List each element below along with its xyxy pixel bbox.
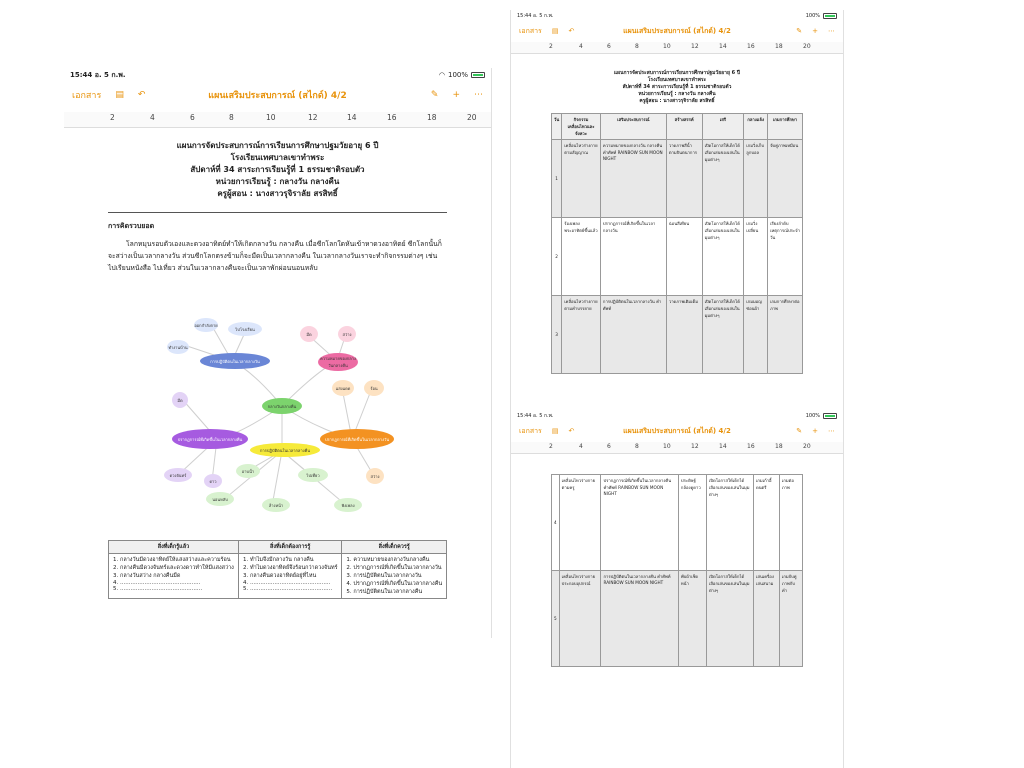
table-cell: เกมมอญซ่อนผ้า — [744, 296, 768, 374]
day-cell: 4 — [552, 475, 560, 571]
mind-map-center: กลางวันกลางคืน — [262, 398, 302, 414]
day-cell: 2 — [552, 218, 562, 296]
mind-map-leaf: ดวงจันทร์ — [164, 468, 192, 482]
ruler-tick: 6 — [190, 113, 195, 122]
list-item: 4. .............................................. — [250, 580, 338, 586]
ruler-tick: 20 — [467, 113, 477, 122]
table-cell — [109, 554, 239, 599]
day-cell: 1 — [552, 140, 562, 218]
toolbar — [64, 84, 491, 106]
ruler-tick: 6 — [607, 443, 611, 450]
ruler[interactable] — [511, 42, 843, 54]
section-title: การคิดรวบยอด — [108, 222, 155, 230]
status-bar — [511, 10, 843, 22]
battery-icon — [471, 72, 485, 78]
ruler[interactable] — [64, 112, 491, 128]
status-time: 15:44 — [517, 413, 532, 419]
table-cell: วาดภาพสีน้ำตามจินตนาการ — [666, 140, 702, 218]
sidebar-icon[interactable]: ▤ — [115, 90, 124, 100]
more-icon[interactable]: ⋯ — [828, 27, 835, 35]
day-cell: 5 — [552, 571, 560, 667]
list-item: 1. กลางวันมีดวงอาทิตย์ให้แสงสว่างและความร้อน — [120, 556, 235, 564]
ruler-tick: 14 — [347, 113, 357, 122]
mind-map-leaf: สว่าง — [338, 326, 356, 342]
document-page[interactable] — [551, 474, 803, 667]
battery-percent: 100% — [447, 71, 468, 79]
list-item: 5. ............................................... — [250, 586, 338, 592]
list-item: 3. กลางวันสว่าง กลางคืนมืด — [120, 572, 235, 580]
document-header — [108, 140, 447, 200]
ruler-tick: 8 — [229, 113, 234, 122]
mind-map-branch: ความหมายของกลางวันกลางคืน — [318, 353, 358, 371]
ruler-tick: 4 — [579, 443, 583, 450]
table-cell: ประดิษฐ์กล้องดูดาว — [678, 475, 706, 571]
add-icon[interactable]: + — [812, 27, 818, 35]
header-line: ครูผู้สอน : นางสาวรุจิราลัย สรสิทธิ์ — [217, 189, 338, 198]
undo-icon[interactable]: ↶ — [568, 427, 575, 435]
table-cell: ร้องเพลงพระอาทิตย์ขึ้นแล้ว — [562, 218, 601, 296]
toolbar — [511, 22, 843, 40]
document-title[interactable]: แผนเสริมประสบการณ์ (สไกด์) 4/2 — [623, 426, 731, 435]
divider — [108, 212, 447, 213]
table-cell: ปรากฏการณ์ที่เกิดขึ้นในเวลากลางคืน คำศัพท์ RAINBOW SUN MOON NIGHT — [601, 475, 678, 571]
table-header: เสรี — [702, 114, 744, 140]
status-time: 15:44 — [70, 70, 93, 79]
list-item: 3. กลางคืนดวงอาทิตย์อยู่ที่ไหน — [250, 572, 338, 580]
mind-map-branch: ปรากฏการณ์ที่เกิดขึ้นในเวลากลางวัน — [320, 429, 394, 449]
table-header: วัน — [552, 114, 562, 140]
status-date: อ. 5 ก.พ. — [94, 70, 126, 79]
document-page[interactable] — [551, 70, 803, 374]
day-cell: 3 — [552, 296, 562, 374]
document-window-right-bottom — [510, 410, 844, 768]
table-cell — [342, 554, 447, 599]
list-item: 3. การปฏิบัติตนในเวลากลางวัน — [353, 572, 443, 580]
table-cell: พับผ้าเช็ดหน้า — [678, 571, 706, 667]
list-item: 1. ความหมายของกลางวันกลางคืน — [353, 556, 443, 564]
header-line: ครูผู้สอน : นางสาวรุจิราลัย สรสิทธิ์ — [639, 98, 715, 104]
table-cell: เรียงลำดับเหตุการณ์ประจำวัน — [768, 218, 803, 296]
table-row — [552, 571, 803, 667]
add-icon[interactable]: + — [812, 427, 818, 435]
table-header: เสริมประสบการณ์ — [600, 114, 666, 140]
table-cell: วาดภาพเติมเต็ม — [666, 296, 702, 374]
list-item: 1. ทำไมจึงมีกลางวัน กลางคืน — [250, 556, 338, 564]
table-row — [552, 140, 803, 218]
ruler-tick: 12 — [691, 43, 699, 50]
format-brush-icon[interactable]: ✎ — [430, 90, 439, 100]
table-header: เกมการศึกษา — [768, 114, 803, 140]
undo-icon[interactable]: ↶ — [137, 90, 146, 100]
ruler-tick: 14 — [719, 443, 727, 450]
ruler-tick: 16 — [747, 43, 755, 50]
ruler-tick: 2 — [549, 43, 553, 50]
table-cell — [238, 554, 341, 599]
mind-map-leaf: มืด — [300, 326, 318, 342]
activity-plan-table — [551, 113, 803, 374]
mind-map-leaf: ดาว — [204, 474, 222, 488]
list-item: 2. ทำไมดวงอาทิตย์จึงร้อนกว่าดวงจันทร์ — [250, 564, 338, 572]
table-row — [552, 218, 803, 296]
undo-icon[interactable]: ↶ — [568, 27, 575, 35]
table-cell: การปฏิบัติตนในเวลากลางคืน คำศัพท์ RAINBOW SUN MOON NIGHT — [601, 571, 678, 667]
header-line: สัปดาห์ที่ 34 สาระการเรียนรู้ที่ 1 ธรรมชาติรอบตัว — [622, 84, 732, 90]
list-item: 2. ปรากฏการณ์ที่เกิดขึ้นในเวลากลางวัน — [353, 564, 443, 572]
table-cell: เคลื่อนไหวร่างกายตามคำบรรยาย — [562, 296, 601, 374]
battery-percent: 100% — [805, 13, 820, 19]
ruler-tick: 20 — [803, 43, 811, 50]
format-brush-icon[interactable]: ✎ — [796, 427, 803, 435]
ruler-tick: 6 — [607, 43, 611, 50]
status-date: อ. 5 ก.พ. — [533, 13, 554, 19]
list-item: 4. .............................................. — [120, 580, 235, 586]
list-item: 4. ปรากฏการณ์ที่เกิดขึ้นในเวลากลางคืน — [353, 580, 443, 588]
ruler-tick: 4 — [579, 43, 583, 50]
table-cell: เคลื่อนไหวร่างกายตามสัญญาณ — [562, 140, 601, 218]
document-page[interactable] — [108, 140, 447, 595]
battery-icon — [823, 413, 837, 419]
table-cell: จับคู่ภาพเหมือน — [768, 140, 803, 218]
table-cell: เปิดโอกาสให้เด็กได้เลือกเล่นของเล่นในมุมต่างๆ — [706, 475, 753, 571]
list-item: 5. การปฏิบัติตนในเวลากลางคืน — [353, 588, 443, 596]
mind-map-leaf: ทำงานบ้าน — [167, 340, 189, 354]
table-cell: ปรากฏการณ์ที่เกิดขึ้นในเวลากลางวัน — [600, 218, 666, 296]
sidebar-icon[interactable]: ▤ — [551, 427, 559, 435]
ruler-tick: 10 — [663, 43, 671, 50]
battery-percent: 100% — [805, 413, 820, 419]
mind-map-branch: การปฏิบัติตนในเวลากลางวัน — [200, 353, 270, 369]
ruler-tick: 18 — [775, 443, 783, 450]
header-line: หน่วยการเรียนรู้ : กลางวัน กลางคืน — [215, 177, 340, 186]
table-row — [552, 475, 803, 571]
mind-map-branch: การปฏิบัติตนในเวลากลางคืน — [250, 443, 320, 457]
header-line: โรงเรียนเทศบาลเขาทำพระ — [647, 77, 707, 83]
documents-button[interactable]: เอกสาร — [72, 91, 102, 101]
document-header — [551, 70, 803, 105]
table-cell: เล่นเครื่องเล่นสนาม — [753, 571, 779, 667]
table-header: สิ่งที่เด็กรู้แล้ว — [109, 541, 239, 554]
ruler-tick: 4 — [150, 113, 155, 122]
ruler-tick: 18 — [775, 43, 783, 50]
table-cell: เกมการศึกษาต่อภาพ — [768, 296, 803, 374]
more-icon[interactable]: ⋯ — [828, 427, 835, 435]
table-cell: เปิดโอกาสให้เด็กได้เลือกเล่นของเล่นในมุมต่างๆ — [706, 571, 753, 667]
mind-map-leaf: มืด — [172, 392, 188, 408]
mind-map-leaf: นอนหลับ — [206, 492, 234, 506]
ruler-tick: 12 — [308, 113, 318, 122]
toolbar — [511, 422, 843, 440]
table-cell: ฉ่อนสีเทียน — [666, 218, 702, 296]
table-cell: เปิดโอกาสให้เด็กได้เลือกเล่นของเล่นในมุมต่างๆ — [702, 296, 744, 374]
table-cell: เคลื่อนไหวร่างกายประกอบอุปกรณ์ — [559, 571, 601, 667]
table-header: กลางแจ้ง — [744, 114, 768, 140]
ruler-tick: 16 — [747, 443, 755, 450]
ruler-tick: 16 — [387, 113, 397, 122]
mind-map-leaf: สว่าง — [366, 468, 384, 484]
table-cell: เคลื่อนไหวร่างกายตามครู — [559, 475, 601, 571]
ruler-tick: 12 — [691, 443, 699, 450]
mind-map-leaf: ไปเที่ยว — [298, 468, 328, 482]
ruler-tick: 8 — [635, 43, 639, 50]
status-bar — [64, 68, 491, 82]
battery-icon — [823, 13, 837, 19]
mind-map-leaf: ออกกำลังกาย — [194, 318, 218, 332]
table-cell: เกมจับคู่ภาพกับคำ — [779, 571, 802, 667]
mind-map-leaf: ล้างหน้า — [262, 498, 290, 512]
mind-map-leaf: ฟังเพลง — [334, 498, 362, 512]
mind-map-leaf: ไปโรงเรียน — [228, 322, 262, 336]
ruler-tick: 8 — [635, 443, 639, 450]
mind-map-branch: ปรากฏการณ์ที่เกิดขึ้นในเวลากลางคืน — [172, 429, 248, 449]
ruler-tick: 20 — [803, 443, 811, 450]
header-line: หน่วยการเรียนรู้ : กลางวัน กลางคืน — [638, 91, 716, 97]
table-header: สิ่งที่เด็กต้องการรู้ — [238, 541, 341, 554]
mind-map-leaf: อาบน้ำ — [236, 464, 260, 478]
document-window-left — [64, 68, 492, 638]
add-icon[interactable]: + — [452, 90, 460, 100]
table-cell: ความหมายของกลางวัน กลางคืน คำศัพท์ RAINBOW SUN MOON NIGHT — [600, 140, 666, 218]
header-line: โรงเรียนเทศบาลเขาทำพระ — [230, 153, 325, 162]
ruler-tick: 2 — [549, 443, 553, 450]
status-date: อ. 5 ก.พ. — [533, 413, 554, 419]
header-line: สัปดาห์ที่ 34 สาระการเรียนรู้ที่ 1 ธรรมชาติรอบตัว — [190, 165, 365, 174]
table-cell: เกมวิ่งเก็บลูกบอล — [744, 140, 768, 218]
list-item: 2. กลางคืนมีดวงจันทร์และดวงดาวทำให้มีแสงสว่าง — [120, 564, 235, 572]
documents-button[interactable]: เอกสาร — [519, 26, 542, 35]
format-brush-icon[interactable]: ✎ — [796, 27, 803, 35]
table-cell: เกมต่อภาพ — [779, 475, 802, 571]
table-row — [552, 296, 803, 374]
header-line: แผนการจัดประสบการณ์การเรียนการศึกษาปฐมวัยอายุ 6 ปี — [613, 70, 741, 76]
document-title[interactable]: แผนเสริมประสบการณ์ (สไกด์) 4/2 — [208, 91, 347, 101]
table-header: สร้างสรรค์ — [666, 114, 702, 140]
table-cell: การปฏิบัติตนในเวลากลางวัน คำศัพท์ — [600, 296, 666, 374]
documents-button[interactable]: เอกสาร — [519, 426, 542, 435]
activity-plan-table — [551, 474, 803, 667]
ruler-tick: 10 — [266, 113, 276, 122]
mind-map-connectors — [162, 316, 402, 516]
document-window-right-top — [510, 10, 844, 412]
table-cell: เกมเก้าอี้ดนตรี — [753, 475, 779, 571]
document-title[interactable]: แผนเสริมประสบการณ์ (สไกด์) 4/2 — [623, 26, 731, 35]
table-cell: เกมวิ่งเปลี่ยน — [744, 218, 768, 296]
wifi-icon: ◠ — [438, 71, 445, 79]
more-icon[interactable]: ⋯ — [474, 90, 483, 100]
ruler-tick: 14 — [719, 43, 727, 50]
ruler[interactable] — [511, 442, 843, 454]
ruler-tick: 10 — [663, 443, 671, 450]
sidebar-icon[interactable]: ▤ — [551, 27, 559, 35]
concept-paragraph: โลกหมุนรอบตัวเองและดวงอาทิตย์ทำให้เกิดกลางวัน กลางคืน เมื่อซีกโลกใดหันเข้าหาดวงอาทิตย์ ซีกโลกนั้นก็จะสว่างเป็นเวลากลางวัน ส่วนซีกโลกตรงข้ามก็จะมืดเป็นเวลากลางคืน ในเวลากลางวันเราจะทำกิจกรรมต่างๆ เช่น ไปเรียนหนังสือ ไปเที่ยว ส่วนในเวลากลางคืนจะเป็นเวลาพักผ่อนนอนหลับ — [108, 240, 442, 272]
status-bar — [511, 410, 843, 422]
status-time: 15:44 — [517, 13, 532, 19]
knowledge-table — [108, 540, 447, 599]
table-header: สิ่งที่เด็กควรรู้ — [342, 541, 447, 554]
ruler-tick: 18 — [427, 113, 437, 122]
mind-map-leaf: ร้อน — [364, 380, 384, 396]
header-line: แผนการจัดประสบการณ์การเรียนการศึกษาปฐมวัยอายุ 6 ปี — [176, 141, 379, 150]
table-cell: เปิดโอกาสให้เด็กได้เลือกเล่นของเล่นในมุมต่างๆ — [702, 140, 744, 218]
table-header: กิจกรรมเคลื่อนไหวและจังหวะ — [562, 114, 601, 140]
list-item: 5. ............................................... — [120, 586, 235, 592]
ruler-tick: 2 — [110, 113, 115, 122]
table-cell: เปิดโอกาสให้เด็กได้เลือกเล่นของเล่นในมุมต่างๆ — [702, 218, 744, 296]
mind-map — [162, 316, 402, 516]
mind-map-leaf: แสงแดด — [332, 380, 354, 396]
